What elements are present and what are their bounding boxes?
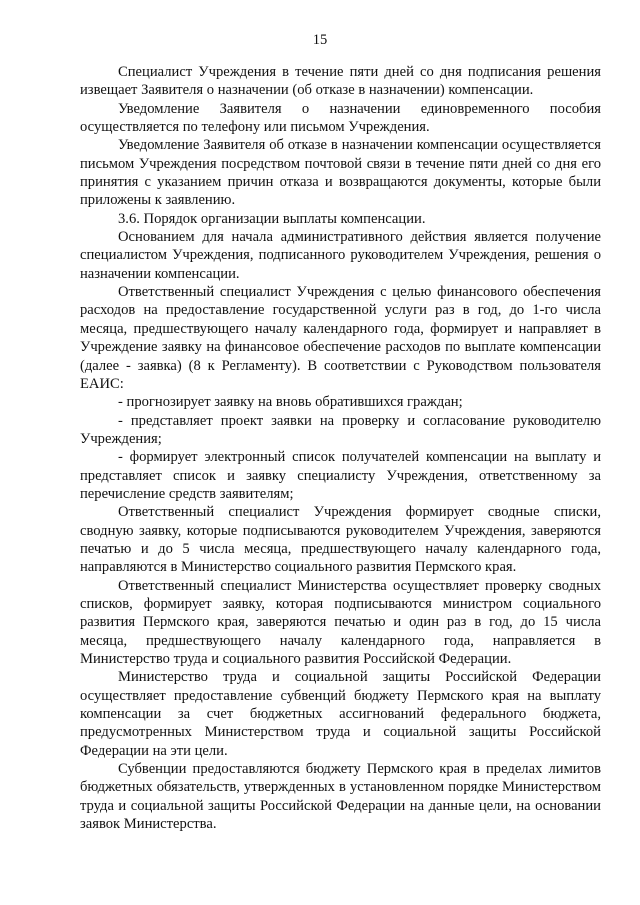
paragraph-basis: Основанием для начала административного действия является получение специалистом Учреждения, подписанного руководителем Учреждения, решения о назначении компенсации. xyxy=(80,229,601,282)
section-heading-3-6: 3.6. Порядок организации выплаты компенсации. xyxy=(118,210,426,227)
list-item-forecast: - прогнозирует заявку на вновь обратившихся граждан; xyxy=(118,394,463,411)
page-number: 15 xyxy=(312,32,328,48)
paragraph-notification-refusal: Уведомление Заявителя об отказе в назначении компенсации осуществляется письмом Учреждения посредством почтовой связи в течение пяти дней со дня его принятия с указанием причин отказа и возвращаются документы, которые были приложены к заявлению. xyxy=(80,137,601,209)
list-item-submit-draft: - представляет проект заявки на проверку и согласование руководителю Учреждения; xyxy=(80,412,601,447)
paragraph-notification-assignment: Уведомление Заявителя о назначении единовременного пособия осуществляется по телефону или письмом Учреждения. xyxy=(80,100,601,136)
document-body xyxy=(80,63,601,833)
paragraph-consolidated-lists: Ответственный специалист Учреждения формирует сводные списки, сводную заявку, которые подписываются руководителем Учреждения, заверяются печатью и до 5 числа месяца, предшествующего началу календарного года, направляются в Министерство социального развития Пермского края. xyxy=(80,504,601,576)
paragraph-notification-decision: Специалист Учреждения в течение пяти дней со дня подписания решения извещает Заявителя о назначении (об отказе в назначении) компенсации. xyxy=(80,64,601,99)
paragraph-responsible-specialist: Ответственный специалист Учреждения с целью финансового обеспечения расходов на предоставление государственной услуги раз в год, до 1-го числа месяца, предшествующего началу календарного года, формирует и направляет в Учреждение заявку на финансовое обеспечение расходов по выплате компенсации (далее - заявка) (8 к Регламенту). В соответствии с Руководством пользователя ЕАИС: xyxy=(80,284,601,392)
list-item-electronic-list: - формирует электронный список получателей компенсации на выплату и представляет список и заявку специалисту Учреждения, ответственному за перечисление средств заявителям; xyxy=(80,449,601,502)
paragraph-federal-subventions: Министерство труда и социальной защиты Российской Федерации осуществляет предоставление субвенций бюджету Пермского края на выплату компенсации за счет бюджетных ассигнований федерального бюджета, предусмотренных Министерством труда и социальной защиты Российской Федерации на эти цели. xyxy=(80,669,601,759)
paragraph-ministry-check: Ответственный специалист Министерства осуществляет проверку сводных списков, формирует заявку, которая подписываются министром социального развития Пермского края, заверяются печатью и один раз в год, до 15 числа месяца, предшествующего началу календарного года, направляется в Министерство труда и социального развития Российской Федерации. xyxy=(80,577,601,667)
paragraph-subvention-limits: Субвенции предоставляются бюджету Пермского края в пределах лимитов бюджетных обязательств, утвержденных в установленном порядке Министерством труда и социальной защиты Российской Федерации на данные цели, на основании заявок Министерства. xyxy=(80,761,601,833)
